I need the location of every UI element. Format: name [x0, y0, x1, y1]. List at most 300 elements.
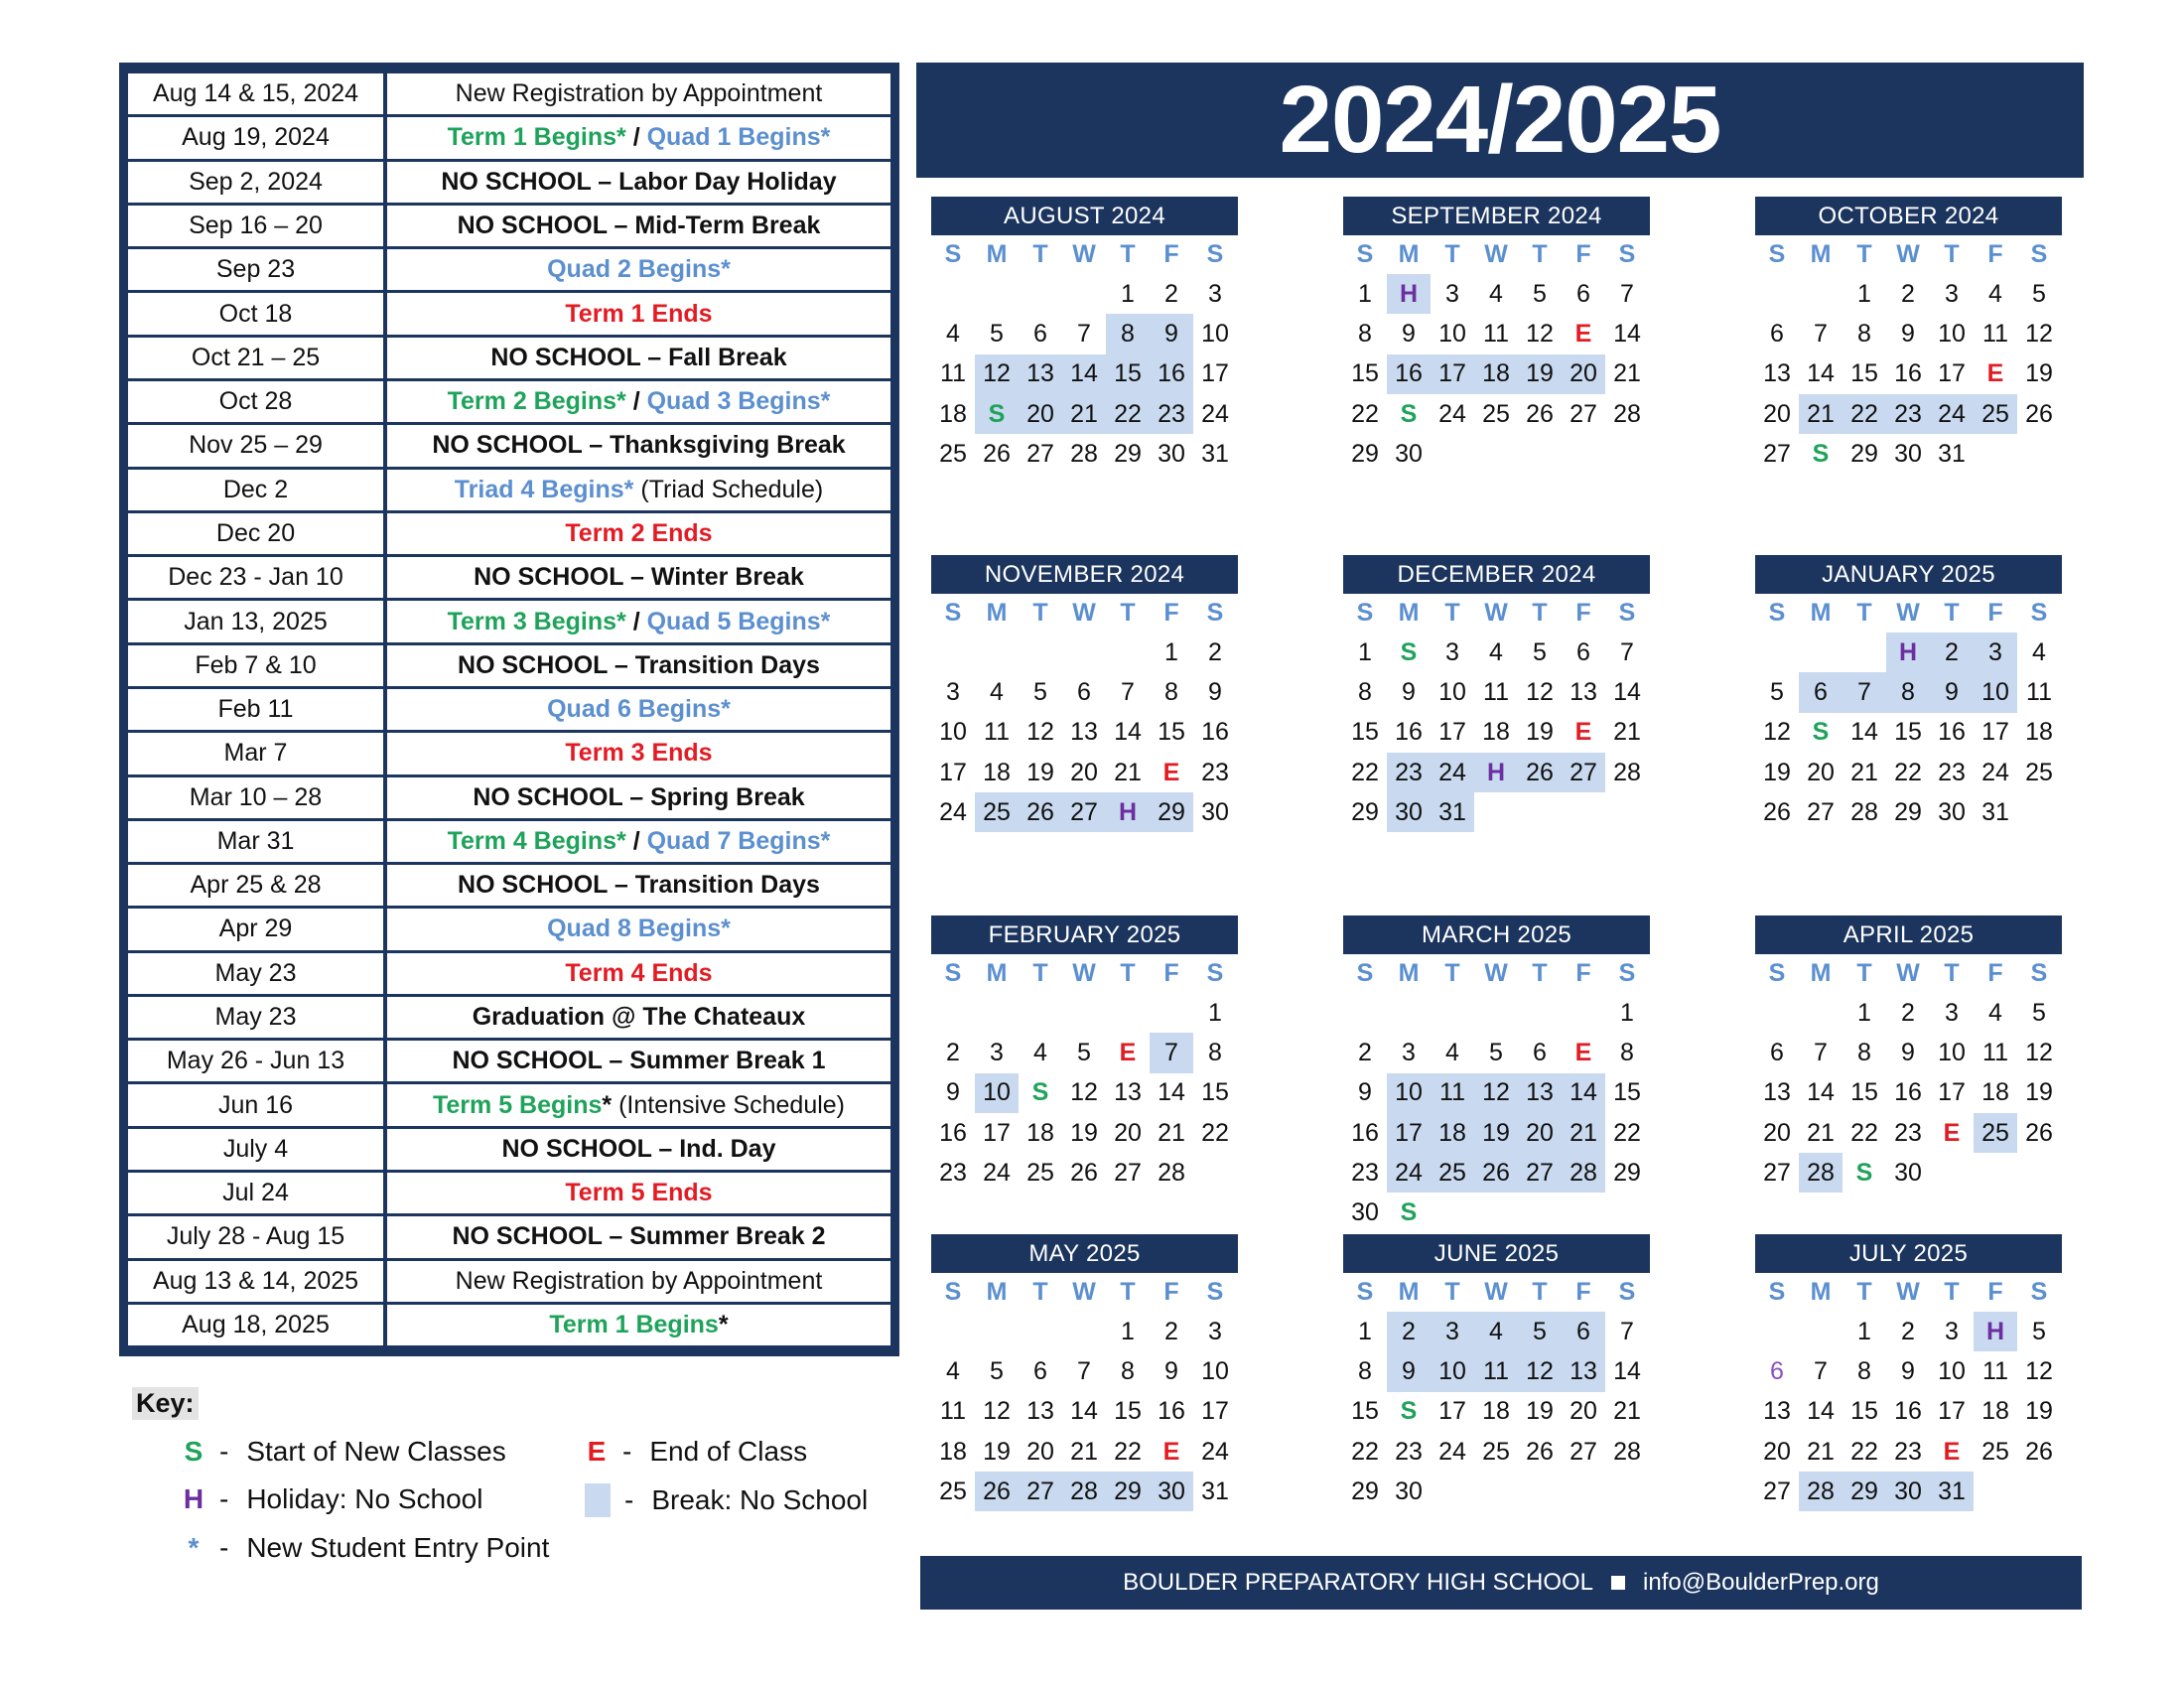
day-cell: 27	[1763, 1158, 1791, 1187]
day-cell: 15	[1201, 1078, 1229, 1107]
day-cell: 17	[1981, 718, 2009, 747]
page-title: 2024/2025	[1279, 67, 1721, 173]
day-cell: 3	[1402, 1038, 1416, 1066]
day-cell: 6	[1077, 677, 1091, 706]
day-cell: 21	[1807, 1118, 1835, 1147]
day-cell: 27	[1062, 792, 1106, 832]
day-cell: E	[1574, 1038, 1592, 1066]
day-cell: 10	[1974, 672, 2017, 712]
day-cell: E	[1162, 758, 1180, 786]
day-cell: 1	[1358, 637, 1372, 666]
day-cell: 28	[1613, 399, 1641, 428]
day-cell	[1343, 993, 1387, 1033]
day-cell: 11	[2026, 677, 2052, 706]
event-date: July 28 - Aug 15	[128, 1216, 383, 1257]
day-cell	[1974, 1472, 2017, 1511]
week-row	[931, 1392, 1238, 1432]
day-cell	[2017, 1472, 2061, 1511]
day-cell: 22	[1351, 758, 1379, 786]
weekday-header	[1755, 235, 2062, 274]
weekday-header	[1343, 594, 1650, 633]
day-cell: 30	[1894, 1158, 1922, 1187]
day-cell: 8	[1358, 1356, 1372, 1385]
day-cell: 17	[983, 1118, 1011, 1147]
day-cell: 12	[1526, 319, 1554, 348]
day-cell: 29	[1351, 1477, 1379, 1505]
week-row	[1755, 394, 2062, 434]
event-text-segment: Graduation @ The Chateaux	[472, 1003, 806, 1032]
day-cell: S	[1031, 1078, 1049, 1107]
weekday-label: T	[1944, 599, 1960, 627]
weekday-label: T	[1944, 959, 1960, 987]
day-cell: 9	[1901, 1356, 1915, 1385]
event-text-segment: /	[625, 123, 647, 152]
weekday-label: S	[1768, 959, 1786, 987]
weekday-label: M	[1398, 240, 1420, 268]
day-cell: E	[1574, 718, 1592, 747]
event-description	[387, 293, 890, 334]
day-cell: 17	[1201, 359, 1229, 388]
day-cell: 14	[1062, 354, 1106, 394]
day-cell: 17	[1431, 354, 1474, 394]
week-row	[1755, 1073, 2062, 1113]
weekday-label: S	[2030, 1278, 2048, 1306]
day-cell: 10	[1938, 1038, 1966, 1066]
day-cell: 25	[1482, 399, 1510, 428]
weekday-label: T	[1532, 959, 1548, 987]
day-cell: 3	[1945, 998, 1959, 1027]
day-cell	[1193, 1153, 1237, 1193]
day-cell: S	[975, 394, 1019, 434]
weekday-label: S	[1206, 599, 1224, 627]
day-cell: 18	[1981, 1078, 2009, 1107]
day-cell: S	[1400, 637, 1418, 666]
events-table-body	[128, 73, 890, 1345]
day-cell: 8	[1164, 677, 1178, 706]
event-date: Jul 24	[128, 1173, 383, 1213]
day-cell: 5	[1033, 677, 1047, 706]
event-row	[128, 601, 890, 641]
day-cell: 3	[1208, 279, 1222, 308]
weekday-label: T	[1444, 959, 1460, 987]
event-row	[128, 733, 890, 774]
weekday-label: F	[1575, 1278, 1591, 1306]
day-cell: 1	[1857, 998, 1871, 1027]
day-cell: 11	[1474, 1351, 1518, 1391]
event-description	[387, 1305, 890, 1345]
weekday-label: T	[1120, 959, 1136, 987]
day-cell	[1474, 792, 1518, 832]
day-cell: 21	[1070, 1437, 1098, 1466]
day-cell: 9	[1402, 677, 1416, 706]
square-separator-icon	[1611, 1576, 1625, 1590]
day-cell: 1	[1358, 279, 1372, 308]
event-row	[128, 338, 890, 378]
day-cell: 20	[1570, 1397, 1597, 1426]
week-row	[1755, 993, 2062, 1033]
day-cell: 26	[1019, 792, 1062, 832]
day-cell: 9	[1150, 314, 1193, 353]
event-text-segment: Term 4 Ends	[565, 958, 713, 987]
weekday-label: S	[1206, 1278, 1224, 1306]
event-text-segment: Term 5 Ends	[565, 1179, 713, 1207]
day-cell: 24	[1438, 399, 1466, 428]
day-cell: S	[1812, 439, 1830, 468]
day-cell	[1518, 434, 1562, 474]
day-cell: 16	[1201, 718, 1229, 747]
weekday-header	[931, 594, 1238, 633]
day-cell: 12	[1763, 718, 1791, 747]
event-row	[128, 1129, 890, 1170]
day-cell: H	[1474, 753, 1518, 792]
day-cell: 29	[1894, 797, 1922, 826]
weekday-label: T	[1532, 1278, 1548, 1306]
week-row	[1343, 394, 1650, 434]
events-table	[119, 63, 899, 1356]
month-title: DECEMBER 2024	[1343, 555, 1650, 594]
day-cell: 11	[1483, 677, 1509, 706]
week-row	[1755, 672, 2062, 712]
weekday-label: T	[1444, 599, 1460, 627]
day-cell: 21	[1114, 758, 1142, 786]
day-cell: 28	[1070, 439, 1098, 468]
day-cell: 7	[1620, 637, 1634, 666]
day-cell: 23	[1395, 1437, 1423, 1466]
event-text-segment: NO SCHOOL – Fall Break	[490, 343, 787, 371]
day-cell: 2	[1164, 1317, 1178, 1345]
week-row	[931, 434, 1238, 474]
day-cell: 9	[1208, 677, 1222, 706]
week-row	[1343, 434, 1650, 474]
event-text-segment: NO SCHOOL – Spring Break	[473, 782, 805, 811]
day-cell: 1	[1358, 1317, 1372, 1345]
month-calendar	[1755, 555, 2062, 832]
day-cell	[1019, 993, 1062, 1033]
weekday-label: F	[1575, 959, 1591, 987]
day-cell: 22	[1613, 1118, 1641, 1147]
weekday-label: M	[1398, 959, 1420, 987]
day-cell: 9	[1358, 1078, 1372, 1107]
day-cell: 10	[1387, 1073, 1431, 1113]
weekday-label: W	[1896, 240, 1920, 268]
day-cell: 3	[1945, 1317, 1959, 1345]
weekday-label: S	[1768, 240, 1786, 268]
day-cell: 12	[1518, 1351, 1562, 1391]
event-description	[387, 953, 890, 994]
event-text-segment: NO SCHOOL – Labor Day Holiday	[441, 167, 837, 196]
event-date: Apr 25 & 28	[128, 865, 383, 906]
day-cell: 10	[939, 718, 967, 747]
day-cell: 11	[940, 359, 966, 388]
event-description	[387, 513, 890, 554]
event-text-segment: New Registration by Appointment	[455, 79, 823, 108]
day-cell	[1755, 993, 1799, 1033]
day-cell: 5	[1533, 279, 1547, 308]
key-start	[182, 1436, 506, 1468]
event-row	[128, 513, 890, 554]
weekday-label: T	[1032, 1278, 1048, 1306]
day-cell: 3	[1431, 1312, 1474, 1351]
day-cell	[1019, 274, 1062, 314]
weekday-label: M	[986, 599, 1008, 627]
day-cell: 26	[1526, 1437, 1554, 1466]
day-cell: 21	[1158, 1118, 1185, 1147]
day-cell: 21	[1613, 359, 1641, 388]
month-calendar	[1343, 1234, 1650, 1511]
event-date: Feb 7 & 10	[128, 645, 383, 686]
day-cell: 8	[1208, 1038, 1222, 1066]
key-end-symbol: E	[587, 1436, 607, 1467]
event-row	[128, 162, 890, 203]
month-title: JULY 2025	[1755, 1234, 2062, 1273]
weekday-label: T	[1944, 1278, 1960, 1306]
day-cell: 17	[939, 758, 967, 786]
event-row	[128, 557, 890, 598]
day-cell: 12	[1526, 677, 1554, 706]
event-description	[387, 1261, 890, 1302]
day-cell	[1474, 1472, 1518, 1511]
day-cell: 15	[1894, 718, 1922, 747]
day-cell: E	[1986, 359, 2004, 388]
day-cell: 28	[1613, 758, 1641, 786]
day-cell: 21	[1613, 1397, 1641, 1426]
day-cell	[931, 1312, 975, 1351]
day-cell: 24	[1981, 758, 2009, 786]
day-cell: 11	[940, 1397, 966, 1426]
day-cell: 20	[1807, 758, 1835, 786]
year-header	[916, 63, 2084, 178]
day-cell	[1605, 1472, 1649, 1511]
day-cell: 6	[1533, 1038, 1547, 1066]
day-cell: 9	[1901, 319, 1915, 348]
day-cell: 2	[1901, 279, 1915, 308]
day-cell: 27	[1763, 439, 1791, 468]
day-cell: 29	[1843, 1472, 1886, 1511]
day-cell: 5	[1077, 1038, 1091, 1066]
day-cell: 25	[2025, 758, 2053, 786]
day-cell: 12	[983, 1397, 1011, 1426]
week-row	[931, 354, 1238, 394]
event-text-segment: /	[625, 607, 647, 635]
weekday-header	[1343, 954, 1650, 993]
day-cell: 25	[975, 792, 1019, 832]
day-cell: 31	[1201, 1477, 1229, 1505]
event-text-segment: NO SCHOOL – Ind. Day	[501, 1134, 776, 1163]
event-row	[128, 1261, 890, 1302]
event-date: Sep 23	[128, 249, 383, 290]
event-text-segment: /	[625, 387, 647, 416]
day-cell: 24	[1930, 394, 1974, 434]
weekday-label: M	[986, 1278, 1008, 1306]
day-cell: 30	[1201, 797, 1229, 826]
event-date: Jan 13, 2025	[128, 601, 383, 641]
day-cell	[1799, 993, 1843, 1033]
key-break	[585, 1483, 868, 1517]
day-cell	[1150, 993, 1193, 1033]
event-text-segment: Quad 1 Begins*	[646, 123, 831, 152]
day-cell	[975, 1312, 1019, 1351]
day-cell: 2	[1208, 637, 1222, 666]
weekday-header	[931, 235, 1238, 274]
day-cell: 1	[1620, 998, 1634, 1027]
week-row	[1343, 1113, 1650, 1153]
day-cell	[1755, 274, 1799, 314]
day-cell: 21	[1799, 394, 1843, 434]
key-entry	[182, 1532, 549, 1564]
event-description	[387, 1129, 890, 1170]
event-text-segment: Quad 2 Begins*	[547, 255, 731, 284]
day-cell: 22	[1106, 394, 1150, 434]
weekday-header	[1755, 1273, 2062, 1312]
weekday-label: W	[1484, 599, 1508, 627]
week-row	[1343, 1351, 1650, 1391]
day-cell: 20	[1562, 354, 1605, 394]
day-cell: 14	[1114, 718, 1142, 747]
weekday-label: W	[1072, 599, 1096, 627]
key-start-label: Start of New Classes	[246, 1436, 506, 1467]
day-cell: 27	[1807, 797, 1835, 826]
event-text-segment: Term 3 Ends	[565, 739, 713, 768]
day-cell: 23	[1150, 394, 1193, 434]
weekday-label: T	[1856, 1278, 1872, 1306]
day-cell: 19	[2025, 1078, 2053, 1107]
key-holiday-symbol: H	[183, 1483, 205, 1514]
day-cell: 19	[1026, 758, 1054, 786]
day-cell	[1431, 1472, 1474, 1511]
week-row	[1755, 1432, 2062, 1472]
weekday-label: T	[1532, 240, 1548, 268]
day-cell: 20	[1114, 1118, 1142, 1147]
month-title: AUGUST 2024	[931, 197, 1238, 235]
day-cell: 4	[1033, 1038, 1047, 1066]
day-cell: 28	[1158, 1158, 1185, 1187]
day-cell	[1106, 633, 1150, 672]
month-calendar	[1755, 915, 2062, 1193]
week-row	[1343, 792, 1650, 832]
week-row	[1755, 792, 2062, 832]
key-end-label: End of Class	[649, 1436, 808, 1467]
day-cell: 27	[1518, 1153, 1562, 1193]
day-cell: 11	[1483, 319, 1509, 348]
weekday-label: S	[1618, 240, 1636, 268]
day-cell: 26	[1070, 1158, 1098, 1187]
week-row	[931, 1351, 1238, 1391]
day-cell: 25	[1974, 1113, 2017, 1153]
day-cell: 3	[946, 677, 960, 706]
day-cell: 12	[975, 354, 1019, 394]
day-cell: 5	[1518, 1312, 1562, 1351]
weekday-label: F	[1163, 1278, 1179, 1306]
day-cell	[1474, 993, 1518, 1033]
event-description	[387, 249, 890, 290]
weekday-label: W	[1484, 959, 1508, 987]
event-text-segment: *	[718, 1311, 729, 1339]
day-cell: E	[1943, 1437, 1961, 1466]
day-cell: 26	[2025, 1118, 2053, 1147]
day-cell: 8	[1106, 314, 1150, 353]
key-dash: -	[219, 1483, 229, 1514]
event-description	[387, 1084, 890, 1125]
weekday-label: F	[1163, 959, 1179, 987]
day-cell	[1431, 993, 1474, 1033]
key-title: Key:	[132, 1387, 199, 1420]
day-cell	[1062, 633, 1106, 672]
weekday-label: W	[1484, 1278, 1508, 1306]
month-calendar	[931, 555, 1238, 832]
week-row	[1343, 713, 1650, 753]
day-cell: 13	[1026, 1397, 1054, 1426]
day-cell: 26	[1526, 399, 1554, 428]
week-row	[1343, 672, 1650, 712]
week-row	[1343, 1073, 1650, 1113]
event-date: Jun 16	[128, 1084, 383, 1125]
day-cell: 2	[1901, 1317, 1915, 1345]
day-cell: 14	[1807, 359, 1835, 388]
event-description	[387, 162, 890, 203]
event-row	[128, 909, 890, 949]
day-cell: 10	[1201, 1356, 1229, 1385]
weekday-label: F	[1575, 599, 1591, 627]
event-date: Oct 21 – 25	[128, 338, 383, 378]
week-row	[1755, 713, 2062, 753]
weekday-label: F	[1163, 599, 1179, 627]
day-cell: 12	[2025, 319, 2053, 348]
day-cell	[1431, 434, 1474, 474]
weekday-label: S	[944, 959, 962, 987]
event-text-segment: *	[602, 1090, 613, 1119]
day-cell: 6	[1576, 279, 1590, 308]
day-cell	[975, 633, 1019, 672]
event-text-segment: Term 3 Begins*	[447, 607, 626, 635]
week-row	[1755, 1472, 2062, 1511]
day-cell: 7	[1121, 677, 1135, 706]
event-date: Feb 11	[128, 689, 383, 730]
event-row	[128, 1216, 890, 1257]
day-cell: 29	[1114, 439, 1142, 468]
day-cell: 4	[1474, 1312, 1518, 1351]
day-cell: 5	[1770, 677, 1784, 706]
day-cell: 1	[1857, 279, 1871, 308]
event-date: Dec 2	[128, 470, 383, 510]
month-calendar	[931, 1234, 1238, 1511]
day-cell: 17	[1438, 1397, 1466, 1426]
day-cell	[931, 993, 975, 1033]
weekday-label: T	[1856, 959, 1872, 987]
day-cell: 13	[1570, 677, 1597, 706]
weekday-label: T	[1444, 1278, 1460, 1306]
day-cell: 5	[990, 319, 1004, 348]
day-cell: 10	[1438, 319, 1466, 348]
weekday-label: W	[1072, 1278, 1096, 1306]
event-date: Nov 25 – 29	[128, 425, 383, 466]
week-row	[1343, 1033, 1650, 1072]
day-cell: 31	[1981, 797, 2009, 826]
event-date: Dec 23 - Jan 10	[128, 557, 383, 598]
day-cell: 18	[1431, 1113, 1474, 1153]
weekday-label: S	[1618, 1278, 1636, 1306]
key-holiday	[182, 1483, 482, 1515]
day-cell: 19	[1474, 1113, 1518, 1153]
day-cell: 21	[1613, 718, 1641, 747]
week-row	[1755, 1033, 2062, 1072]
key-entry-label: New Student Entry Point	[246, 1532, 550, 1563]
event-date: Aug 18, 2025	[128, 1305, 383, 1345]
month-title: FEBRUARY 2025	[931, 915, 1238, 954]
day-cell	[1474, 434, 1518, 474]
day-cell: 23	[1387, 753, 1431, 792]
key-end	[585, 1436, 807, 1468]
day-cell: 14	[1070, 1397, 1098, 1426]
